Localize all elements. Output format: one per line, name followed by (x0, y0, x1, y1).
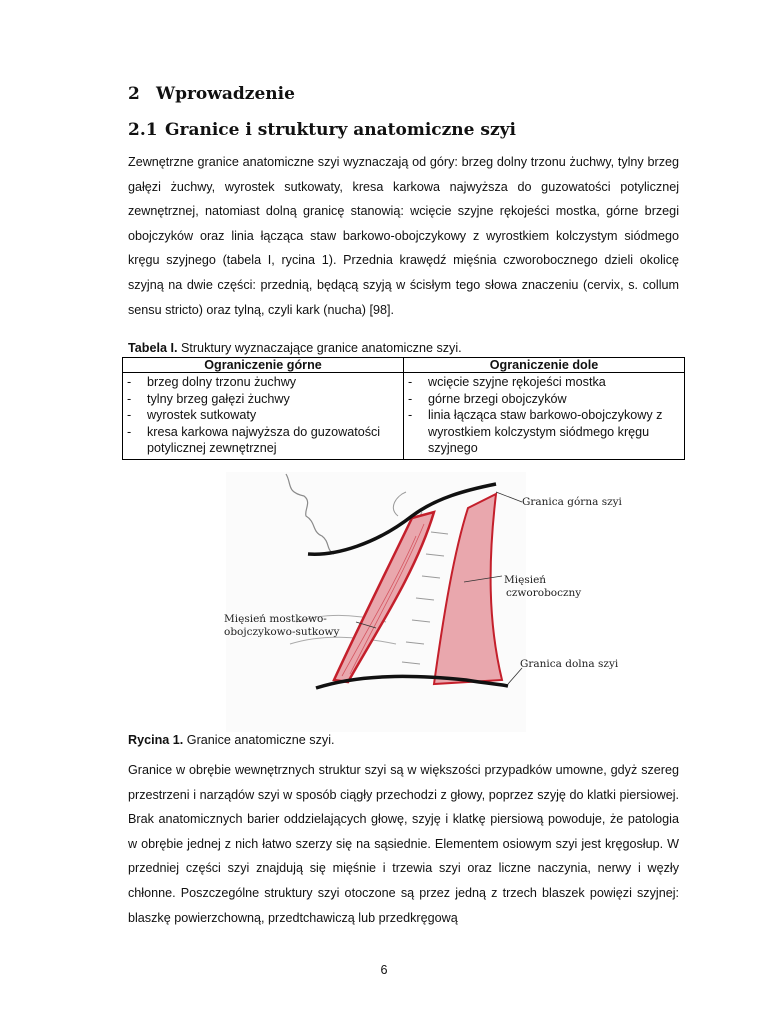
upper-borders-cell (123, 373, 404, 460)
list-item: - wyrostek sutkowaty (125, 407, 401, 424)
section-number: 2.1 (128, 120, 158, 140)
neck-anatomy-illustration (226, 472, 526, 732)
figure-caption-label: Rycina 1. (128, 733, 184, 747)
chapter-heading (128, 84, 295, 104)
intro-paragraph: Zewnętrzne granice anatomiczne szyi wyznaczają od góry: brzeg dolny trzonu żuchwy, tylny brzeg gałęzi żuchwy, wyrostek sutkowaty, kresa karkowa najwyższa do guzowatości potylicznej zewnętrznej, natomiast dolną granicę stanowią: wcięcie szyjne rękojeści mostka, górne brzegi obojczyków oraz linia łącząca staw barkowo-obojczykowy z wyrostkiem kolczystym siódmego kręgu szyjnego (tabela I, rycina 1). Przednia krawędź mięśnia czworobocznego dzieli okolicę szyjną na dwie części: przednią, będącą szyją w ścisłym tego słowa znaczeniu (cervix, s. collum sensu stricto) oraz tylną, czyli kark (nucha) [98]. (128, 155, 679, 317)
list-item: - wcięcie szyjne rękojeści mostka (406, 374, 682, 391)
list-item: - tylny brzeg gałęzi żuchwy (125, 391, 401, 408)
table-caption-label: Tabela I. (128, 341, 178, 355)
body-paragraph: Granice w obrębie wewnętrznych struktur szyi są w większości przypadków umowne, gdyż szereg przestrzeni i narządów szyi w sposób ciągły przechodzi z głowy, poprzez szyję do klatki piersiowej. Brak anatomicznych barier oddzielających głowę, szyję i klatkę piersiową powoduje, że patologia w obrębie jednej z nich łatwo szerzy się na sąsiednie. Elementem osiowym szyi jest kręgosłup. W przedniej części szyi znajdują się mięśnie i trzewia szyi oraz liczne naczynia, nerwy i węzły chłonne. Poszczególne struktury szyi otoczone są przez jedną z trzech blaszek powięzi szyjnej: blaszkę powierzchowną, przedtchawiczą lub przedkręgową (128, 763, 679, 925)
label-trapezius-line1: Mięsień (504, 574, 547, 586)
label-trapezius-line2: czworoboczny (506, 587, 582, 599)
borders-table (122, 357, 685, 460)
table-header-upper: Ograniczenie górne (123, 358, 404, 373)
label-upper-border: Granica górna szyi (522, 496, 622, 508)
section-heading (128, 120, 516, 140)
list-item: - górne brzegi obojczyków (406, 391, 682, 408)
figure-caption-text: Granice anatomiczne szyi. (183, 733, 335, 747)
chapter-number: 2 (128, 84, 140, 104)
figure-caption (128, 733, 335, 747)
table-caption-text: Struktury wyznaczające granice anatomiczne szyi. (177, 341, 462, 355)
page-number: 6 (380, 963, 388, 977)
list-item: - brzeg dolny trzonu żuchwy (125, 374, 401, 391)
label-scm-line1: Mięsień mostkowo- (224, 613, 327, 625)
lower-borders-cell (404, 373, 685, 460)
chapter-title: Wprowadzenie (156, 84, 295, 104)
label-lower-border: Granica dolna szyi (520, 658, 619, 670)
list-item: - linia łącząca staw barkowo-obojczykowy z wyrostkiem kolczystym siódmego kręgu szyjnego (406, 407, 682, 457)
table-caption (128, 341, 462, 355)
label-scm-line2: obojczykowo-sutkowy (224, 626, 340, 638)
section-title: Granice i struktury anatomiczne szyi (165, 120, 516, 140)
list-item: - kresa karkowa najwyższa do guzowatości potylicznej zewnętrznej (125, 424, 401, 457)
table-header-lower: Ograniczenie dole (404, 358, 685, 373)
